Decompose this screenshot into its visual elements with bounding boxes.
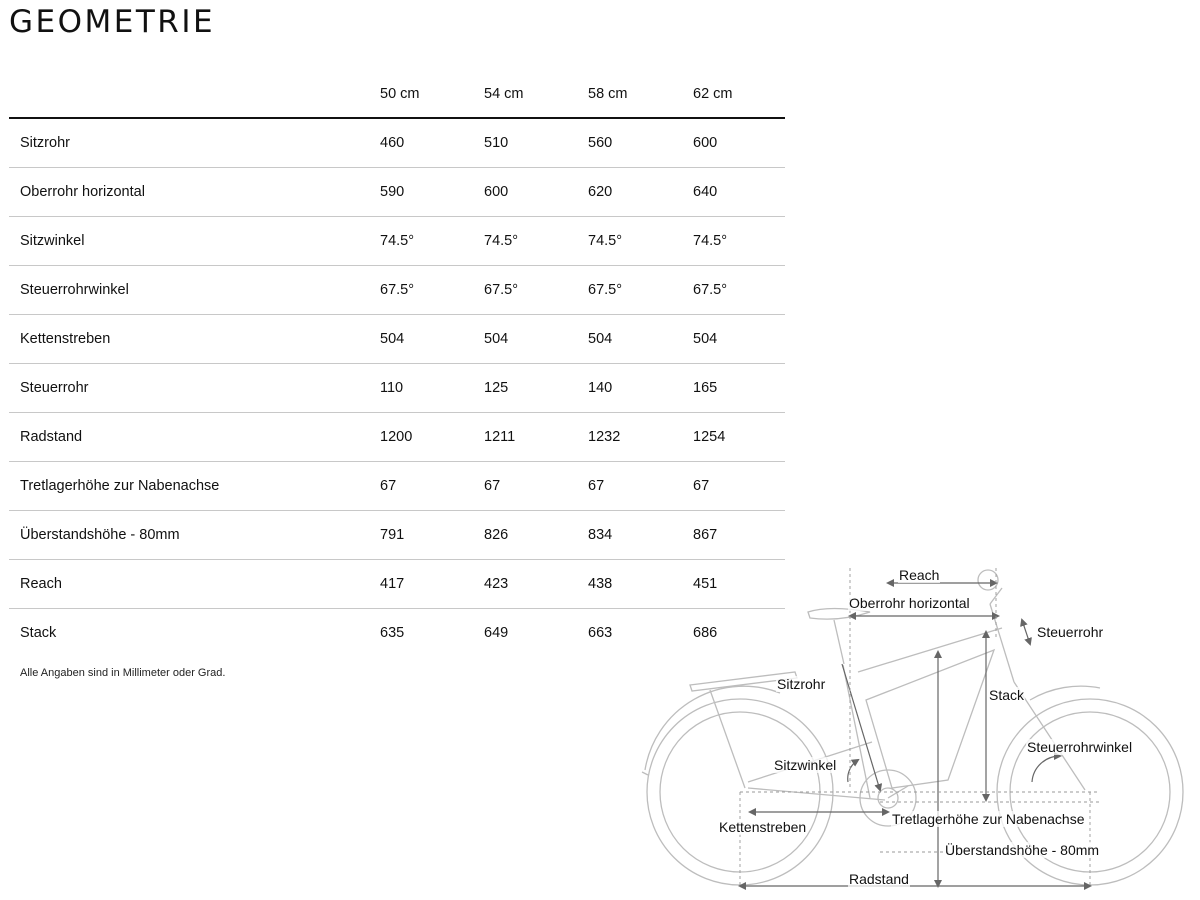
row-value-62: 600 bbox=[693, 135, 718, 151]
row-value-62: 74.5° bbox=[693, 233, 728, 249]
row-label: Reach bbox=[20, 576, 62, 592]
row-value-58: 67 bbox=[588, 478, 605, 494]
row-value-50: 67 bbox=[380, 478, 397, 494]
row-value-58: 620 bbox=[588, 184, 613, 200]
label-oberrohr: Oberrohr horizontal bbox=[849, 595, 970, 611]
table-row bbox=[9, 413, 785, 462]
row-label: Stack bbox=[20, 625, 57, 641]
header-size-50: 50 cm bbox=[380, 86, 420, 102]
row-label: Steuerrohrwinkel bbox=[20, 282, 129, 298]
row-label: Sitzwinkel bbox=[20, 233, 85, 249]
row-value-62: 165 bbox=[693, 380, 718, 396]
geometry-diagram bbox=[630, 560, 1196, 894]
front-fender bbox=[1030, 686, 1100, 700]
row-value-54: 74.5° bbox=[484, 233, 519, 249]
row-value-58: 834 bbox=[588, 527, 613, 543]
row-value-50: 504 bbox=[380, 331, 405, 347]
table-row bbox=[9, 119, 785, 168]
row-value-62: 1254 bbox=[693, 429, 726, 445]
table-header bbox=[9, 70, 785, 119]
header-size-58: 58 cm bbox=[588, 86, 628, 102]
label-stack: Stack bbox=[989, 687, 1025, 703]
rear-fender-tip bbox=[642, 772, 648, 775]
row-label: Überstandshöhe - 80mm bbox=[20, 527, 180, 543]
row-value-62: 504 bbox=[693, 331, 718, 347]
handlebar bbox=[978, 570, 998, 590]
stem bbox=[990, 588, 1002, 604]
row-value-54: 510 bbox=[484, 135, 509, 151]
top-tube bbox=[858, 628, 1002, 672]
label-radstand: Radstand bbox=[849, 871, 909, 887]
row-value-58: 67.5° bbox=[588, 282, 623, 298]
table-row bbox=[9, 511, 785, 560]
rack-strut bbox=[710, 690, 745, 788]
row-value-50: 67.5° bbox=[380, 282, 415, 298]
row-value-58: 560 bbox=[588, 135, 613, 151]
row-label: Radstand bbox=[20, 429, 83, 445]
label-tretlager: Tretlagerhöhe zur Nabenachse bbox=[892, 811, 1085, 827]
seat-tube bbox=[843, 665, 870, 798]
label-reach: Reach bbox=[899, 567, 940, 583]
table-row bbox=[9, 266, 785, 315]
table-row bbox=[9, 217, 785, 266]
table-row bbox=[9, 462, 785, 511]
row-value-58: 663 bbox=[588, 625, 613, 641]
row-value-62: 686 bbox=[693, 625, 718, 641]
row-value-58: 74.5° bbox=[588, 233, 623, 249]
row-value-50: 460 bbox=[380, 135, 405, 151]
row-value-62: 451 bbox=[693, 576, 718, 592]
row-value-58: 504 bbox=[588, 331, 613, 347]
table-row bbox=[9, 364, 785, 413]
row-label: Kettenstreben bbox=[20, 331, 111, 347]
row-value-54: 67.5° bbox=[484, 282, 519, 298]
battery-downtube bbox=[866, 650, 994, 788]
row-value-54: 67 bbox=[484, 478, 501, 494]
row-value-62: 867 bbox=[693, 527, 718, 543]
label-steuerrohr: Steuerrohr bbox=[1037, 624, 1104, 640]
row-value-54: 1211 bbox=[484, 429, 516, 445]
table-row bbox=[9, 315, 785, 364]
label-steuerrohrwinkel: Steuerrohrwinkel bbox=[1027, 739, 1133, 755]
row-label: Oberrohr horizontal bbox=[20, 184, 145, 200]
seat-post bbox=[834, 620, 844, 664]
row-value-58: 140 bbox=[588, 380, 613, 396]
row-value-62: 67 bbox=[693, 478, 710, 494]
headtube-dimension bbox=[1022, 620, 1030, 644]
row-value-62: 640 bbox=[693, 184, 718, 200]
headangle-arc bbox=[1032, 756, 1060, 782]
row-value-62: 67.5° bbox=[693, 282, 728, 298]
footnote: Alle Angaben sind in Millimeter oder Grad. bbox=[20, 667, 226, 679]
label-ueberstand: Überstandshöhe - 80mm bbox=[945, 842, 1100, 858]
row-value-54: 600 bbox=[484, 184, 509, 200]
page-title: GEOMETRIE bbox=[9, 4, 216, 40]
row-value-50: 110 bbox=[380, 380, 404, 396]
chainstay bbox=[748, 788, 885, 800]
row-value-50: 74.5° bbox=[380, 233, 415, 249]
row-value-50: 791 bbox=[380, 527, 405, 543]
row-value-58: 438 bbox=[588, 576, 613, 592]
seatangle-arc bbox=[848, 760, 858, 782]
table-row bbox=[9, 168, 785, 217]
row-label: Steuerrohr bbox=[20, 380, 89, 396]
label-kettenstreben: Kettenstreben bbox=[719, 819, 807, 835]
header-size-54: 54 cm bbox=[484, 86, 524, 102]
row-value-50: 590 bbox=[380, 184, 405, 200]
bike-outline bbox=[642, 570, 1183, 885]
row-value-50: 1200 bbox=[380, 429, 413, 445]
header-size-62: 62 cm bbox=[693, 86, 733, 102]
row-value-54: 504 bbox=[484, 331, 509, 347]
row-label: Sitzrohr bbox=[20, 135, 70, 151]
row-value-54: 423 bbox=[484, 576, 509, 592]
row-value-54: 125 bbox=[484, 380, 509, 396]
row-value-54: 649 bbox=[484, 625, 509, 641]
row-value-54: 826 bbox=[484, 527, 509, 543]
row-label: Tretlagerhöhe zur Nabenachse bbox=[20, 478, 220, 494]
row-value-50: 635 bbox=[380, 625, 405, 641]
row-value-58: 1232 bbox=[588, 429, 621, 445]
row-value-50: 417 bbox=[380, 576, 405, 592]
label-sitzwinkel: Sitzwinkel bbox=[774, 757, 837, 773]
label-sitzrohr: Sitzrohr bbox=[777, 676, 826, 692]
